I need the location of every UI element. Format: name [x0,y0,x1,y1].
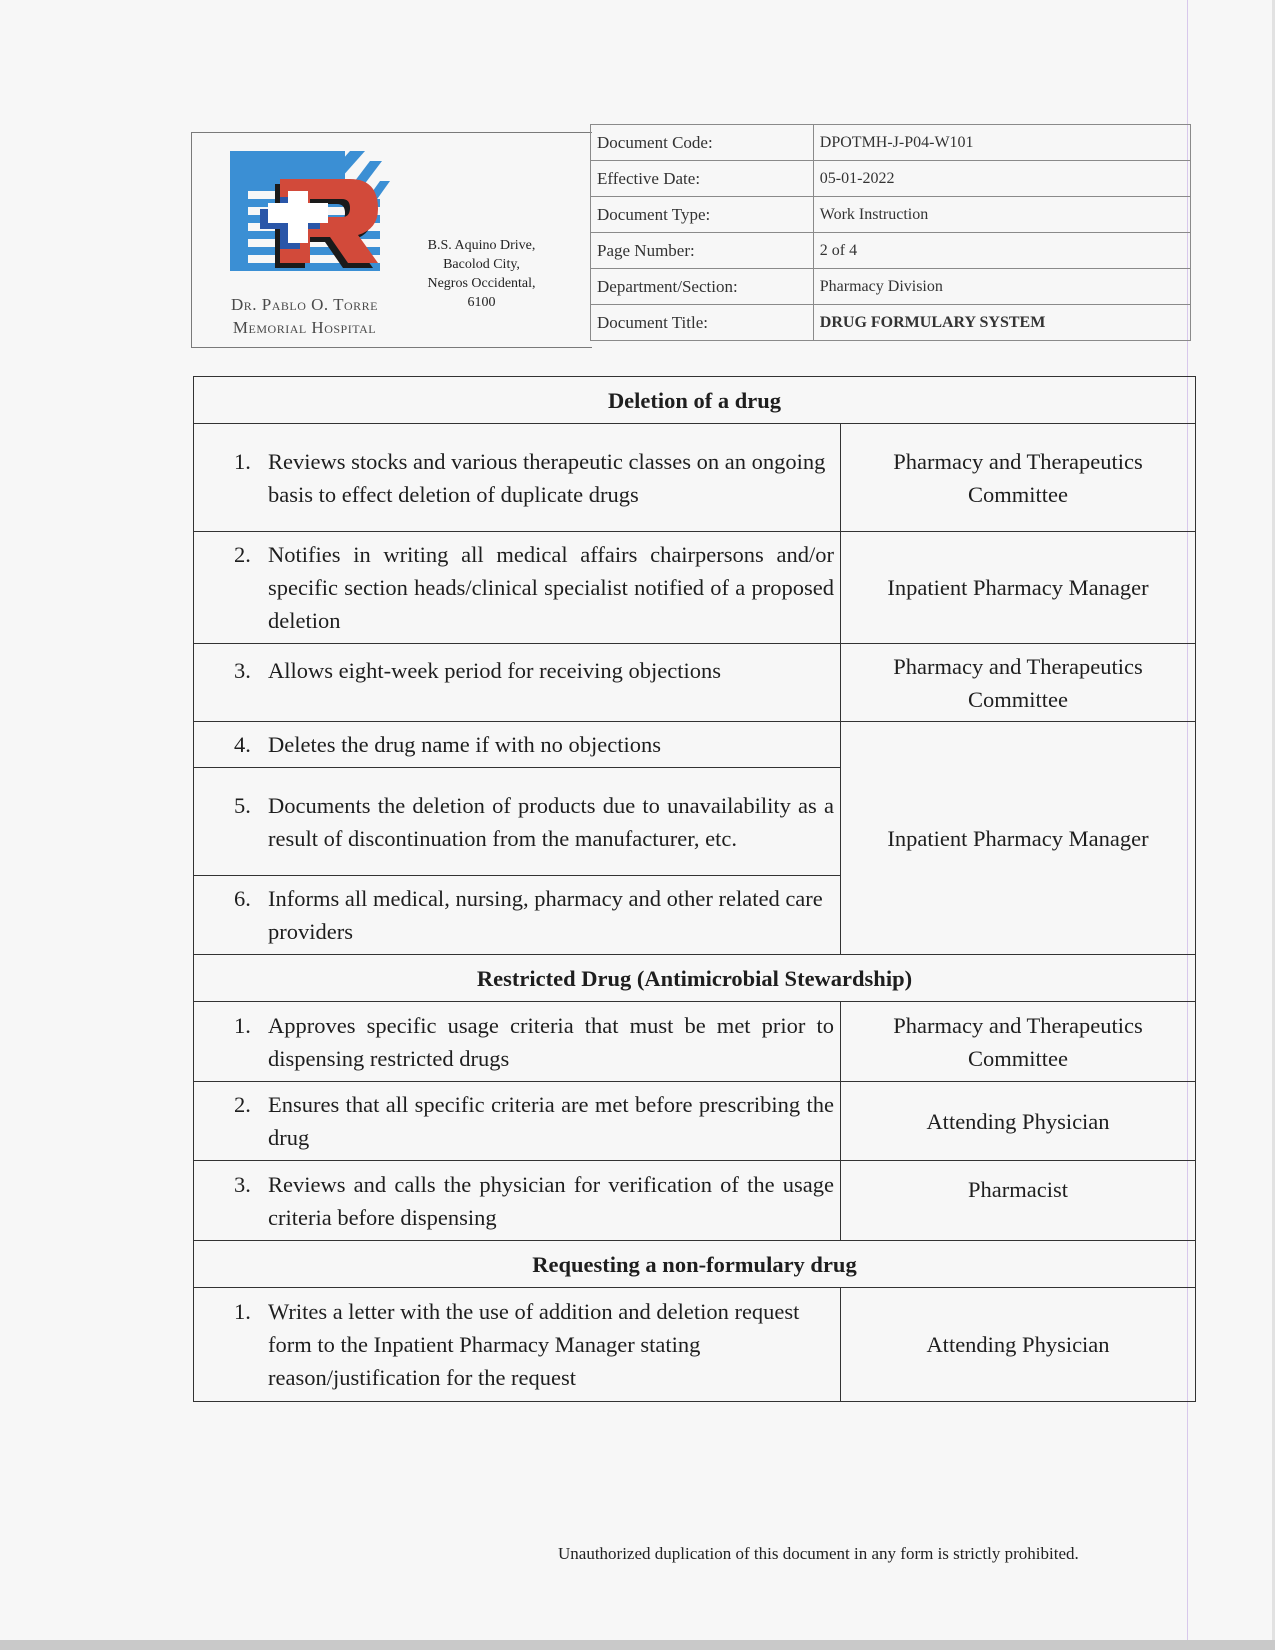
responsible-cell: Pharmacy and Therapeutics Committee [841,1002,1196,1082]
step-text: Reviews and calls the physician for verification of the usage criteria before dispensing [268,1171,834,1230]
section-header-row [194,377,1196,424]
step-text: Approves specific usage criteria that must be met prior to dispensing restricted drugs [268,1012,834,1071]
step-number: 4. [234,732,251,757]
section-header-row [194,1241,1196,1288]
hospital-cross-r-logo-icon [230,151,390,281]
step-cell [194,722,841,768]
step-text: Allows eight-week period for receiving objections [268,658,721,683]
section-title-non-formulary: Requesting a non-formulary drug [194,1241,1196,1288]
step-text: Documents the deletion of products due to unavailability as a result of discontinuation from the manufacturer, etc. [268,792,834,851]
logo-block [191,132,592,348]
section-title-restricted-drug: Restricted Drug (Antimicrobial Stewardship) [194,955,1196,1002]
responsible-cell: Pharmacy and Therapeutics Committee [841,644,1196,722]
responsible-cell: Attending Physician [841,1082,1196,1161]
meta-value: DRUG FORMULARY SYSTEM [813,305,1190,341]
footer-notice: Unauthorized duplication of this document in any form is strictly prohibited. [558,1544,1079,1563]
meta-label: Effective Date: [591,161,814,197]
step-cell [194,1161,841,1241]
meta-label: Document Type: [591,197,814,233]
table-row [194,644,1196,722]
step-cell [194,768,841,876]
meta-row-document-type [591,197,1191,233]
table-row [194,1288,1196,1402]
step-number: 2. [234,542,251,567]
responsible-cell: Inpatient Pharmacy Manager [841,722,1196,955]
meta-label: Document Title: [591,305,814,341]
responsible-cell: Pharmacy and Therapeutics Committee [841,424,1196,532]
step-number: 3. [234,1171,251,1197]
meta-row-document-code [591,125,1191,161]
table-row [194,1002,1196,1082]
meta-value: Work Instruction [813,197,1190,233]
table-row [194,1082,1196,1161]
responsible-cell: Attending Physician [841,1288,1196,1402]
hospital-name [202,293,407,339]
hospital-name-line1: Dr. Pablo O. Torre [230,295,378,314]
meta-row-page-number [591,233,1191,269]
meta-row-department [591,269,1191,305]
section-header-row [194,955,1196,1002]
meta-label: Document Code: [591,125,814,161]
step-text: Ensures that all specific criteria are met before prescribing the drug [268,1092,834,1150]
document-meta-table [590,124,1191,341]
responsible-cell: Pharmacist [841,1161,1196,1241]
step-number: 1. [234,1299,251,1324]
step-number: 2. [234,1092,251,1117]
step-number: 1. [234,448,251,474]
step-cell [194,424,841,532]
table-row [194,424,1196,532]
step-cell [194,532,841,644]
responsible-cell: Inpatient Pharmacy Manager [841,532,1196,644]
page-bottom-strip [0,1640,1275,1650]
table-row [194,1161,1196,1241]
step-text: Writes a letter with the use of addition and deletion request form to the Inpatient Pharmacy Manager stating reason/justification for the request [268,1299,800,1390]
step-text: Reviews stocks and various therapeutic classes on an ongoing basis to effect deletion of duplicate drugs [268,448,826,507]
meta-row-document-title [591,305,1191,341]
section-title-deletion: Deletion of a drug [194,377,1196,424]
step-cell [194,876,841,955]
step-number: 3. [234,658,251,683]
meta-value: 2 of 4 [813,233,1190,269]
step-number: 6. [234,886,251,911]
table-row [194,532,1196,644]
meta-label: Department/Section: [591,269,814,305]
step-cell [194,644,841,722]
step-number: 5. [234,792,251,818]
procedure-table [193,376,1196,1402]
address-line: Bacolod City, [443,257,520,272]
step-cell [194,1288,841,1402]
address-line: Negros Occidental, [427,276,536,291]
step-cell [194,1002,841,1082]
meta-label: Page Number: [591,233,814,269]
meta-value: 05-01-2022 [813,161,1190,197]
step-text: Notifies in writing all medical affairs chairpersons and/or specific section heads/clinical specialist notified of a proposed deletion [268,542,834,633]
document-header [191,124,1191,354]
address-line: 6100 [467,295,496,310]
meta-row-effective-date [591,161,1191,197]
table-row [194,722,1196,768]
step-text: Deletes the drug name if with no objections [268,732,662,757]
step-number: 1. [234,1012,251,1038]
step-text: Informs all medical, nursing, pharmacy and other related care providers [268,886,823,944]
hospital-address [414,236,549,312]
hospital-name-line2: Memorial Hospital [232,318,377,337]
meta-value: DPOTMH-J-P04-W101 [813,125,1190,161]
address-line: B.S. Aquino Drive, [427,238,536,253]
step-cell [194,1082,841,1161]
meta-value: Pharmacy Division [813,269,1190,305]
